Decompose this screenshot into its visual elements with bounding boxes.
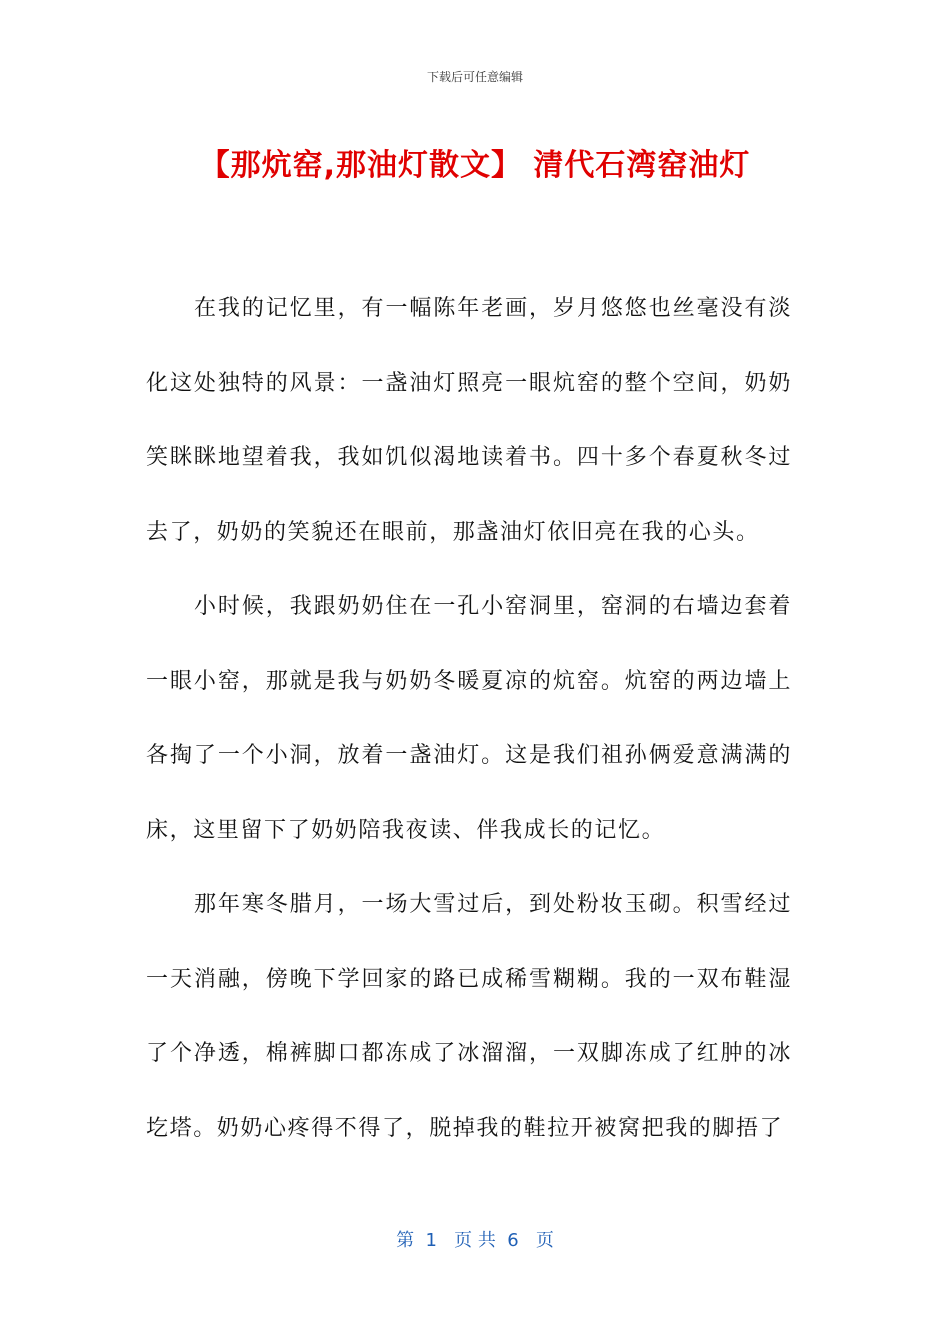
page-number-footer: 第 1 页 共 6 页: [396, 1230, 554, 1251]
paragraph: 在我的记忆里，有一幅陈年老画，岁月悠悠也丝毫没有淡化这处独特的风景：一盏油灯照亮一眼炕窑的整个空间，奶奶笑眯眯地望着我，我如饥似渴地读着书。四十多个春夏秋冬过去了，奶奶的笑貌还在眼前，那盏油灯依旧亮在我的心头。: [146, 296, 792, 545]
header-note: 下载后可任意编辑: [426, 70, 523, 84]
paragraph: 那年寒冬腊月，一场大雪过后，到处粉妆玉砌。积雪经过一天消融，傍晚下学回家的路已成稀雪糊糊。我的一双布鞋湿了个净透，棉裤脚口都冻成了冰溜溜，一双脚冻成了红肿的冰圪塔。奶奶心疼得不得了，脱掉我的鞋拉开被窝把我的脚捂了: [146, 892, 792, 1141]
article-body: [146, 272, 792, 1166]
paragraph: 小时候，我跟奶奶住在一孔小窑洞里，窑洞的右墙边套着一眼小窑，那就是我与奶奶冬暖夏凉的炕窑。炕窑的两边墙上各掏了一个小洞，放着一盏油灯。这是我们祖孙俩爱意满满的床，这里留下了奶奶陪我夜读、伴我成长的记忆。: [146, 594, 792, 843]
page-title: 【那炕窑,那油灯散文】 清代石湾窑油灯: [199, 148, 751, 183]
